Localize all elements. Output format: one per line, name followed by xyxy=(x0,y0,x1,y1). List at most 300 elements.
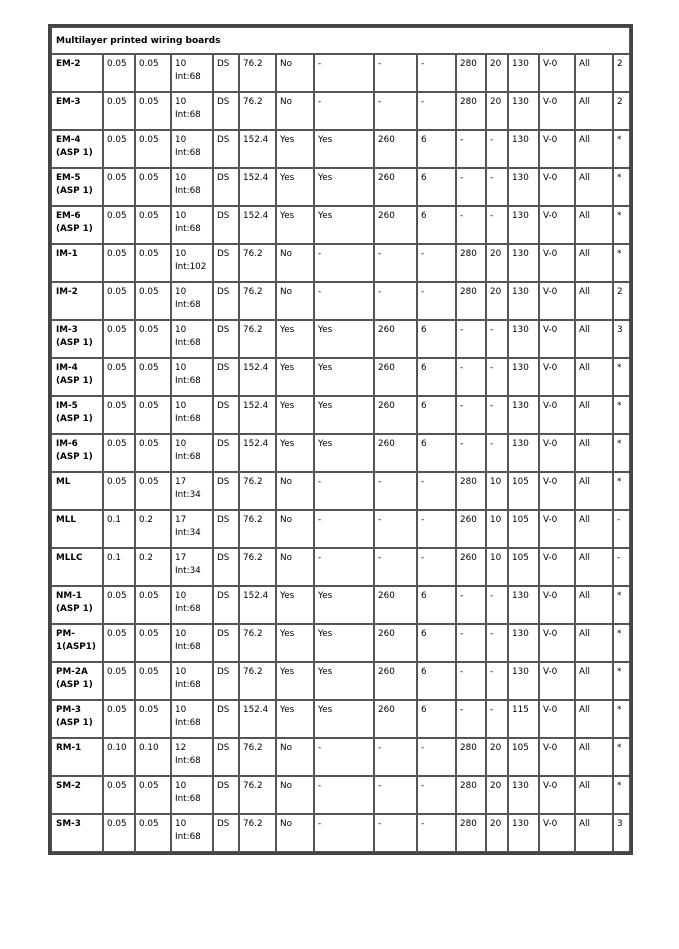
table-cell: 0.05 xyxy=(135,396,171,434)
table-cell: All xyxy=(575,586,613,624)
table-cell: 0.05 xyxy=(103,358,135,396)
table-cell: * xyxy=(613,358,630,396)
table-row xyxy=(51,776,630,814)
table-cell: 260 xyxy=(456,510,486,548)
table-cell: 10 Int:68 xyxy=(171,396,213,434)
table-cell: V-0 xyxy=(539,624,575,662)
table-cell: All xyxy=(575,472,613,510)
table-cell: All xyxy=(575,700,613,738)
board-name-cell: MLL xyxy=(51,510,103,548)
table-cell: 10 xyxy=(486,548,508,586)
board-name-cell: PM-2A (ASP 1) xyxy=(51,662,103,700)
table-cell: * xyxy=(613,700,630,738)
table-cell: Yes xyxy=(314,586,374,624)
table-title: Multilayer printed wiring boards xyxy=(51,27,630,54)
table-cell: 280 xyxy=(456,92,486,130)
table-cell: DS xyxy=(213,434,239,472)
table-cell: - xyxy=(374,92,417,130)
table-cell: 10 Int:68 xyxy=(171,814,213,852)
table-cell: 6 xyxy=(417,586,456,624)
table-cell: 0.05 xyxy=(103,92,135,130)
table-cell: Yes xyxy=(276,206,314,244)
table-cell: - xyxy=(456,320,486,358)
board-name-cell: SM-3 xyxy=(51,814,103,852)
table-cell: No xyxy=(276,776,314,814)
table-cell: V-0 xyxy=(539,54,575,92)
table-cell: DS xyxy=(213,472,239,510)
table-cell: 130 xyxy=(508,396,539,434)
table-cell: 280 xyxy=(456,472,486,510)
board-name-cell: EM-5 (ASP 1) xyxy=(51,168,103,206)
table-cell: 152.4 xyxy=(239,396,276,434)
table-cell: 20 xyxy=(486,54,508,92)
table-cell: 0.05 xyxy=(103,282,135,320)
table-row xyxy=(51,130,630,168)
board-name-cell: EM-2 xyxy=(51,54,103,92)
table-cell: All xyxy=(575,548,613,586)
table-cell: 0.05 xyxy=(103,244,135,282)
table-cell: - xyxy=(417,472,456,510)
table-row xyxy=(51,586,630,624)
table-cell: - xyxy=(456,206,486,244)
table-row xyxy=(51,396,630,434)
table-cell: V-0 xyxy=(539,396,575,434)
table-row xyxy=(51,472,630,510)
board-name-cell: IM-3 (ASP 1) xyxy=(51,320,103,358)
table-cell: - xyxy=(314,244,374,282)
table-cell: - xyxy=(314,282,374,320)
table-cell: 17 Int:34 xyxy=(171,472,213,510)
table-cell: 152.4 xyxy=(239,358,276,396)
table-cell: DS xyxy=(213,244,239,282)
table-cell: 2 xyxy=(613,54,630,92)
table-cell: - xyxy=(456,396,486,434)
table-cell: 0.05 xyxy=(135,54,171,92)
table-cell: 130 xyxy=(508,168,539,206)
table-cell: 6 xyxy=(417,358,456,396)
table-cell: 76.2 xyxy=(239,662,276,700)
table-cell: 0.05 xyxy=(103,434,135,472)
table-cell: 3 xyxy=(613,814,630,852)
table-cell: 0.05 xyxy=(103,206,135,244)
table-cell: - xyxy=(456,434,486,472)
table-cell: V-0 xyxy=(539,814,575,852)
table-cell: 0.05 xyxy=(103,776,135,814)
table-cell: 152.4 xyxy=(239,168,276,206)
board-name-cell: IM-5 (ASP 1) xyxy=(51,396,103,434)
table-cell: No xyxy=(276,738,314,776)
table-cell: * xyxy=(613,130,630,168)
table-cell: - xyxy=(374,244,417,282)
table-cell: 130 xyxy=(508,358,539,396)
table-cell: Yes xyxy=(276,434,314,472)
table-cell: 76.2 xyxy=(239,738,276,776)
table-cell: DS xyxy=(213,206,239,244)
table-cell: DS xyxy=(213,548,239,586)
table-row xyxy=(51,244,630,282)
table-cell: No xyxy=(276,472,314,510)
table-cell: 0.05 xyxy=(103,130,135,168)
table-cell: - xyxy=(374,510,417,548)
table-cell: 130 xyxy=(508,776,539,814)
table-cell: 0.05 xyxy=(135,814,171,852)
table-cell: 0.05 xyxy=(103,662,135,700)
table-cell: V-0 xyxy=(539,244,575,282)
table-cell: 12 Int:68 xyxy=(171,738,213,776)
table-cell: 10 Int:68 xyxy=(171,92,213,130)
table-row xyxy=(51,662,630,700)
table-cell: 6 xyxy=(417,396,456,434)
table-cell: DS xyxy=(213,662,239,700)
table-cell: - xyxy=(486,396,508,434)
table-cell: V-0 xyxy=(539,510,575,548)
table-cell: - xyxy=(486,320,508,358)
table-cell: Yes xyxy=(314,700,374,738)
table-cell: 130 xyxy=(508,282,539,320)
table-cell: 280 xyxy=(456,776,486,814)
board-name-cell: PM-1(ASP1) xyxy=(51,624,103,662)
table-cell: DS xyxy=(213,168,239,206)
table-cell: DS xyxy=(213,282,239,320)
table-cell: 20 xyxy=(486,776,508,814)
table-cell: - xyxy=(314,472,374,510)
table-cell: - xyxy=(486,130,508,168)
table-cell: All xyxy=(575,738,613,776)
table-cell: Yes xyxy=(276,168,314,206)
table-cell: 10 Int:68 xyxy=(171,54,213,92)
table-cell: - xyxy=(486,662,508,700)
table-cell: Yes xyxy=(314,396,374,434)
table-cell: All xyxy=(575,282,613,320)
table-cell: All xyxy=(575,662,613,700)
board-name-cell: IM-4 (ASP 1) xyxy=(51,358,103,396)
table-cell: DS xyxy=(213,624,239,662)
table-cell: Yes xyxy=(314,434,374,472)
table-cell: 260 xyxy=(374,700,417,738)
table-row xyxy=(51,54,630,92)
table-cell: V-0 xyxy=(539,130,575,168)
table-cell: - xyxy=(613,548,630,586)
table-cell: 152.4 xyxy=(239,130,276,168)
table-cell: 260 xyxy=(456,548,486,586)
table-cell: 20 xyxy=(486,282,508,320)
table-cell: Yes xyxy=(314,130,374,168)
table-cell: 0.05 xyxy=(103,54,135,92)
table-cell: 10 Int:68 xyxy=(171,282,213,320)
table-cell: 115 xyxy=(508,700,539,738)
table-cell: DS xyxy=(213,358,239,396)
table-cell: All xyxy=(575,396,613,434)
table-row xyxy=(51,320,630,358)
table-cell: DS xyxy=(213,510,239,548)
table-cell: 76.2 xyxy=(239,244,276,282)
table-cell: 10 Int:68 xyxy=(171,700,213,738)
table-cell: DS xyxy=(213,700,239,738)
board-name-cell: IM-1 xyxy=(51,244,103,282)
table-cell: 0.05 xyxy=(135,282,171,320)
table-cell: All xyxy=(575,814,613,852)
table-cell: 76.2 xyxy=(239,510,276,548)
table-cell: 6 xyxy=(417,206,456,244)
table-cell: 0.05 xyxy=(135,244,171,282)
table-cell: 20 xyxy=(486,738,508,776)
table-cell: 0.05 xyxy=(103,814,135,852)
table-cell: - xyxy=(314,814,374,852)
table-cell: DS xyxy=(213,396,239,434)
table-cell: V-0 xyxy=(539,282,575,320)
table-cell: - xyxy=(417,92,456,130)
table-cell: - xyxy=(486,206,508,244)
table-cell: Yes xyxy=(276,358,314,396)
table-cell: 0.05 xyxy=(135,662,171,700)
table-cell: 152.4 xyxy=(239,206,276,244)
table-cell: 10 xyxy=(486,472,508,510)
board-name-cell: NM-1 (ASP 1) xyxy=(51,586,103,624)
table-cell: DS xyxy=(213,54,239,92)
table-cell: 10 Int:68 xyxy=(171,130,213,168)
table-cell: - xyxy=(417,738,456,776)
table-cell: V-0 xyxy=(539,738,575,776)
table-cell: 130 xyxy=(508,662,539,700)
table-cell: - xyxy=(486,358,508,396)
table-cell: V-0 xyxy=(539,586,575,624)
table-cell: 280 xyxy=(456,54,486,92)
table-cell: V-0 xyxy=(539,206,575,244)
table-cell: * xyxy=(613,624,630,662)
table-cell: 0.10 xyxy=(103,738,135,776)
table-cell: DS xyxy=(213,586,239,624)
table-row xyxy=(51,206,630,244)
board-name-cell: IM-6 (ASP 1) xyxy=(51,434,103,472)
table-cell: 10 Int:68 xyxy=(171,358,213,396)
table-cell: 0.05 xyxy=(103,396,135,434)
table-cell: * xyxy=(613,662,630,700)
table-cell: V-0 xyxy=(539,168,575,206)
table-cell: Yes xyxy=(314,624,374,662)
table-row xyxy=(51,510,630,548)
table-cell: 0.05 xyxy=(135,206,171,244)
multilayer-boards-table xyxy=(48,24,633,855)
table-cell: 10 xyxy=(486,510,508,548)
table-cell: Yes xyxy=(314,206,374,244)
table-cell: 0.10 xyxy=(135,738,171,776)
table-cell: 0.05 xyxy=(103,472,135,510)
table-cell: 260 xyxy=(374,434,417,472)
board-name-cell: IM-2 xyxy=(51,282,103,320)
table-cell: - xyxy=(374,54,417,92)
table-cell: 280 xyxy=(456,244,486,282)
table-cell: 260 xyxy=(374,168,417,206)
table-cell: No xyxy=(276,282,314,320)
table-cell: 0.05 xyxy=(135,776,171,814)
table-cell: All xyxy=(575,92,613,130)
board-name-cell: PM-3 (ASP 1) xyxy=(51,700,103,738)
table-cell: - xyxy=(456,130,486,168)
table-cell: - xyxy=(613,510,630,548)
board-name-cell: EM-4 (ASP 1) xyxy=(51,130,103,168)
table-cell: 0.05 xyxy=(135,130,171,168)
table-cell: - xyxy=(374,282,417,320)
table-cell: All xyxy=(575,776,613,814)
table-cell: 0.05 xyxy=(103,624,135,662)
table-cell: 130 xyxy=(508,814,539,852)
table-cell: - xyxy=(456,586,486,624)
table-cell: 6 xyxy=(417,320,456,358)
table-cell: 130 xyxy=(508,206,539,244)
board-name-cell: EM-6 (ASP 1) xyxy=(51,206,103,244)
table-cell: Yes xyxy=(276,320,314,358)
table-cell: 260 xyxy=(374,206,417,244)
table-cell: 76.2 xyxy=(239,92,276,130)
table-cell: 10 Int:102 xyxy=(171,244,213,282)
table-cell: 0.05 xyxy=(135,700,171,738)
table-cell: - xyxy=(486,700,508,738)
table-cell: 76.2 xyxy=(239,282,276,320)
table-cell: 76.2 xyxy=(239,814,276,852)
table-cell: 76.2 xyxy=(239,54,276,92)
table-cell: Yes xyxy=(276,586,314,624)
table-title-row xyxy=(51,27,630,54)
table-cell: - xyxy=(417,776,456,814)
table-cell: 6 xyxy=(417,130,456,168)
table-cell: - xyxy=(456,358,486,396)
table-cell: No xyxy=(276,548,314,586)
table-cell: V-0 xyxy=(539,472,575,510)
table-cell: - xyxy=(374,738,417,776)
table-cell: Yes xyxy=(314,320,374,358)
table-row xyxy=(51,434,630,472)
table-cell: Yes xyxy=(276,396,314,434)
table-cell: All xyxy=(575,624,613,662)
table-cell: * xyxy=(613,244,630,282)
table-cell: 260 xyxy=(374,358,417,396)
table-cell: DS xyxy=(213,130,239,168)
board-name-cell: SM-2 xyxy=(51,776,103,814)
table-cell: 260 xyxy=(374,624,417,662)
table-cell: - xyxy=(417,814,456,852)
board-name-cell: RM-1 xyxy=(51,738,103,776)
table-cell: * xyxy=(613,168,630,206)
table-cell: 0.05 xyxy=(135,586,171,624)
table-cell: No xyxy=(276,510,314,548)
table-cell: * xyxy=(613,586,630,624)
table-cell: 10 Int:68 xyxy=(171,586,213,624)
table-cell: 152.4 xyxy=(239,434,276,472)
table-cell: Yes xyxy=(276,130,314,168)
table-cell: 260 xyxy=(374,130,417,168)
table-cell: - xyxy=(456,168,486,206)
table-cell: - xyxy=(374,472,417,510)
table-cell: * xyxy=(613,396,630,434)
table-row xyxy=(51,548,630,586)
table-cell: 105 xyxy=(508,510,539,548)
table-cell: 152.4 xyxy=(239,586,276,624)
table-cell: No xyxy=(276,814,314,852)
board-name-cell: MLLC xyxy=(51,548,103,586)
table-cell: 0.05 xyxy=(103,700,135,738)
table-cell: 76.2 xyxy=(239,472,276,510)
table-cell: - xyxy=(314,54,374,92)
table-cell: All xyxy=(575,434,613,472)
table-cell: All xyxy=(575,510,613,548)
table-cell: 0.05 xyxy=(135,434,171,472)
table-row xyxy=(51,282,630,320)
table-cell: 10 Int:68 xyxy=(171,320,213,358)
table-cell: No xyxy=(276,92,314,130)
table-cell: 0.1 xyxy=(103,548,135,586)
table-cell: - xyxy=(486,586,508,624)
table-cell: 280 xyxy=(456,282,486,320)
table-cell: No xyxy=(276,244,314,282)
table-cell: 130 xyxy=(508,586,539,624)
table-cell: - xyxy=(486,434,508,472)
table-cell: 130 xyxy=(508,130,539,168)
table-cell: All xyxy=(575,54,613,92)
board-name-cell: ML xyxy=(51,472,103,510)
table-cell: Yes xyxy=(314,358,374,396)
table-cell: - xyxy=(374,814,417,852)
table-cell: 76.2 xyxy=(239,776,276,814)
table-cell: DS xyxy=(213,92,239,130)
table-cell: - xyxy=(417,510,456,548)
table-row xyxy=(51,814,630,852)
table-cell: 105 xyxy=(508,472,539,510)
board-name-cell: EM-3 xyxy=(51,92,103,130)
table-cell: V-0 xyxy=(539,92,575,130)
table-cell: 76.2 xyxy=(239,548,276,586)
table-cell: 0.05 xyxy=(103,168,135,206)
table-cell: DS xyxy=(213,738,239,776)
table-cell: 10 Int:68 xyxy=(171,776,213,814)
table-cell: 6 xyxy=(417,700,456,738)
table-cell: - xyxy=(314,92,374,130)
table-cell: 0.05 xyxy=(135,168,171,206)
table-cell: - xyxy=(374,548,417,586)
table-cell: V-0 xyxy=(539,358,575,396)
table-cell: 280 xyxy=(456,814,486,852)
table-cell: 0.05 xyxy=(103,586,135,624)
table-cell: 260 xyxy=(374,662,417,700)
table-cell: DS xyxy=(213,814,239,852)
table-cell: V-0 xyxy=(539,548,575,586)
table-cell: 130 xyxy=(508,320,539,358)
table-row xyxy=(51,700,630,738)
table-cell: Yes xyxy=(276,662,314,700)
table-cell: - xyxy=(417,244,456,282)
table-row xyxy=(51,738,630,776)
table-cell: Yes xyxy=(276,700,314,738)
table-cell: 17 Int:34 xyxy=(171,548,213,586)
table-cell: 2 xyxy=(613,92,630,130)
table-cell: No xyxy=(276,54,314,92)
table-cell: 10 Int:68 xyxy=(171,206,213,244)
table-cell: 10 Int:68 xyxy=(171,624,213,662)
table-row xyxy=(51,624,630,662)
table-cell: 76.2 xyxy=(239,624,276,662)
table-cell: 6 xyxy=(417,434,456,472)
table-cell: All xyxy=(575,244,613,282)
table-cell: 130 xyxy=(508,434,539,472)
table-cell: All xyxy=(575,130,613,168)
table-cell: 130 xyxy=(508,244,539,282)
table-cell: 6 xyxy=(417,662,456,700)
table-cell: 130 xyxy=(508,54,539,92)
table-cell: 105 xyxy=(508,738,539,776)
table-cell: 17 Int:34 xyxy=(171,510,213,548)
table-cell: 6 xyxy=(417,624,456,662)
table-cell: 76.2 xyxy=(239,320,276,358)
table-cell: 0.05 xyxy=(135,320,171,358)
